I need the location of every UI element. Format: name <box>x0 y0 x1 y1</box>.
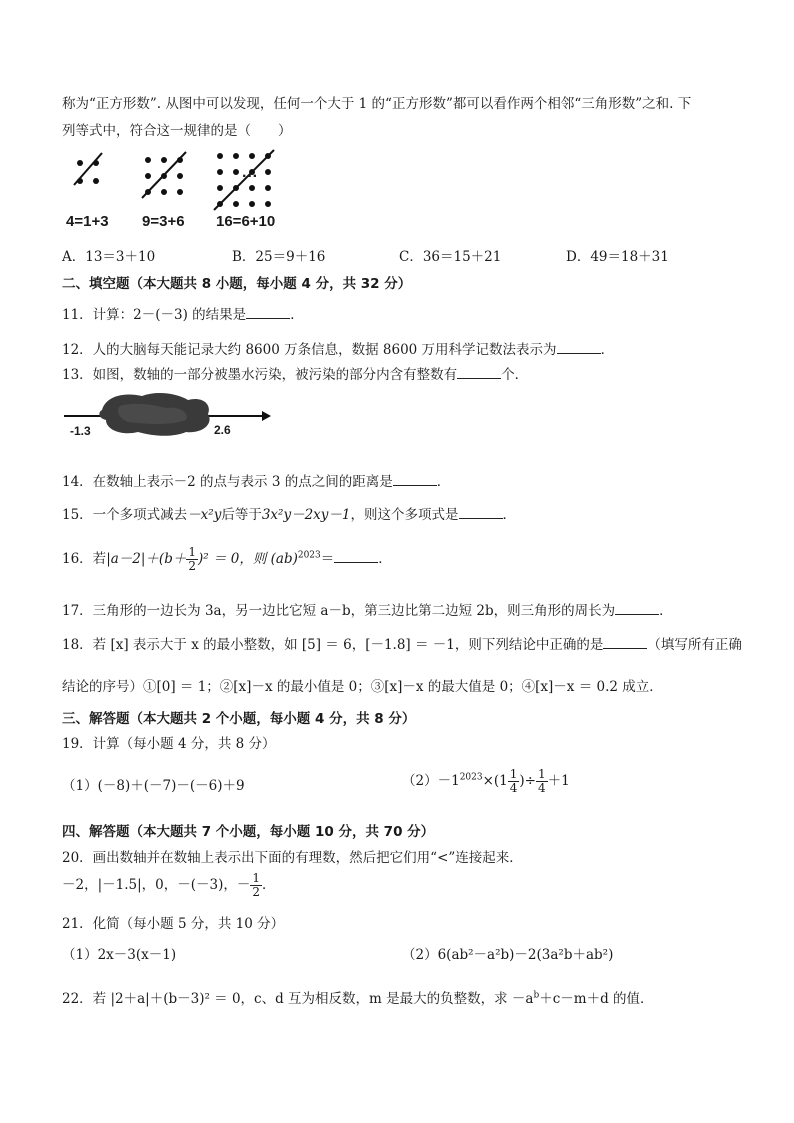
fraction-half <box>186 546 198 573</box>
denominator: 4 <box>509 781 518 795</box>
numerator: 1 <box>538 767 546 781</box>
q12-text: 12．人的大脑每天能记录大约 8600 万条信息，数据 8600 万用科学记数法表示为 <box>62 342 557 358</box>
answer-blank <box>603 636 647 649</box>
q16-expr: |a－2|＋(b＋ <box>106 551 187 567</box>
q16-end: ． <box>378 551 392 567</box>
q15-text: 15．一个多项式减去 <box>62 507 188 523</box>
q22-end: ＋c－m＋d 的值． <box>539 991 654 1007</box>
q15-mid: 后等于 <box>221 507 262 523</box>
fraction-quarter-2 <box>536 768 548 795</box>
question-19-title: 19．计算（每小题 4 分，共 8 分） <box>62 736 276 752</box>
q14-text: 14．在数轴上表示－2 的点与表示 3 的点之间的距离是 <box>62 474 393 490</box>
section-3-heading: 三、解答题（本大题共 2 个小题，每小题 4 分，共 8 分） <box>62 711 416 727</box>
q20-values: －2，|－1.5|，0，－(－3)，－ <box>62 877 251 893</box>
q18-text-b: （填写所有正确 <box>647 637 742 653</box>
q13-end: 个． <box>501 367 529 383</box>
q19-p2-mixed: ×(1 <box>482 773 508 789</box>
q21-part1: （1）2x－3(x－1) <box>62 947 177 963</box>
q13-text: 13．如图，数轴的一部分被墨水污染，被污染的部分内含有整数有 <box>62 367 458 383</box>
denominator: 2 <box>252 885 261 899</box>
figure-label-2: 9=3+6 <box>142 213 185 230</box>
answer-blank <box>334 550 378 563</box>
q10-line2: 列等式中，符合这一规律的是（ ） <box>62 123 292 139</box>
q19-p2-end: ＋1 <box>547 773 570 789</box>
answer-blank <box>457 366 501 379</box>
dot-grid-3x3 <box>142 152 186 198</box>
q15-expr2: 3x²y－2xy－1 <box>261 507 351 523</box>
answer-blank <box>557 341 601 354</box>
q19-part2 <box>402 768 570 795</box>
question-16 <box>62 546 392 573</box>
question-22 <box>62 987 654 1007</box>
exponent: b <box>533 990 540 1001</box>
q16-text: 16．若 <box>62 551 107 567</box>
exponent: 2023 <box>297 550 321 561</box>
figure-label-3: 16=6+10 <box>216 213 276 230</box>
question-11 <box>62 303 304 323</box>
answer-blank <box>459 506 503 519</box>
question-15 <box>62 503 516 523</box>
numerator: 1 <box>509 767 518 781</box>
figure-ellipsis: ··· <box>242 168 258 185</box>
q16-equals: ＝ <box>320 551 335 567</box>
fraction-half <box>250 872 262 899</box>
question-17 <box>62 599 673 619</box>
q10-line1: 称为“正方形数”. 从图中可以发现，任何一个大于 1 的“正方形数”都可以看作两个相邻“三角形数”之和. 下 <box>62 96 692 112</box>
q21-part2: （2）6(ab²－a²b)－2(3a²b＋ab²) <box>402 947 614 963</box>
label-right-value: 2.6 <box>214 423 231 437</box>
answer-blank <box>246 306 290 319</box>
ink-stained-number-line <box>62 390 272 440</box>
option-c: C．36＝15＋21 <box>399 249 502 265</box>
q17-text: 17．三角形的一边长为 3a，另一边比它短 a－b，第三边比第二边短 2b，则三角形的周长为 <box>62 603 616 619</box>
option-b: B．25＝9＋16 <box>232 249 326 265</box>
q22-text: 22．若 |2＋a|＋(b－3)² ＝ 0，c、d 互为相反数，m 是最大的负整数，求 －a <box>62 991 534 1007</box>
q18-text: 18．若 [x] 表示大于 x 的最小整数，如 [5] ＝ 6，[－1.8] ＝ －1，则下列结论中正确的是 <box>62 637 604 653</box>
fraction-quarter <box>508 768 520 795</box>
figure-label-1: 4=1+3 <box>66 213 109 230</box>
axis-arrow-icon <box>262 411 271 421</box>
q14-end: ． <box>436 474 451 490</box>
option-d: D．49＝18＋31 <box>566 249 669 265</box>
q16-expr-end: )² ＝ 0，则 (ab) <box>197 551 298 567</box>
question-20: 20．画出数轴并在数轴上表示出下面的有理数，然后把它们用“<”连接起来． <box>62 850 523 866</box>
option-a: A．13＝3＋10 <box>62 249 156 265</box>
dot-grid-2x2 <box>74 153 102 185</box>
question-18-line2: 结论的序号）①[0] ＝ 1；②[x]－x 的最小值是 0；③[x]－x 的最大值是 0；④[x]－x ＝ 0.2 成立． <box>62 679 663 695</box>
q15-text2: ，则这个多项式是 <box>350 507 459 523</box>
q17-end: ． <box>659 603 673 619</box>
question-21-title: 21．化简（每小题 5 分，共 10 分） <box>62 916 285 932</box>
q11-end: ． <box>290 307 304 323</box>
q19-p2-div: )÷ <box>519 773 536 789</box>
q12-end: ． <box>600 342 615 358</box>
q15-expr1: －x²y <box>187 507 222 523</box>
section-4-heading: 四、解答题（本大题共 7 个小题，每小题 10 分，共 70 分） <box>62 824 435 840</box>
numerator: 1 <box>188 545 196 559</box>
q19-p2-start: （2）－1 <box>402 773 460 789</box>
question-13 <box>62 363 528 383</box>
q15-end: ． <box>502 507 517 523</box>
answer-blank <box>393 473 437 486</box>
question-12 <box>62 338 614 358</box>
question-20-values <box>62 872 276 899</box>
q19-part1: （1）(－8)＋(－7)－(－6)＋9 <box>62 778 245 794</box>
question-18-line1 <box>62 633 742 653</box>
section-2-heading: 二、填空题（本大题共 8 小题，每小题 4 分，共 32 分） <box>62 276 412 292</box>
exponent: 2023 <box>459 772 483 783</box>
q11-text: 11．计算：2－(－3) 的结果是 <box>62 307 247 323</box>
denominator: 2 <box>188 559 196 573</box>
numerator: 1 <box>252 871 261 885</box>
question-14 <box>62 470 450 490</box>
answer-blank <box>615 602 659 615</box>
label-left-value: -1.3 <box>70 424 91 438</box>
denominator: 4 <box>538 781 546 795</box>
q20-end: ． <box>262 877 276 893</box>
